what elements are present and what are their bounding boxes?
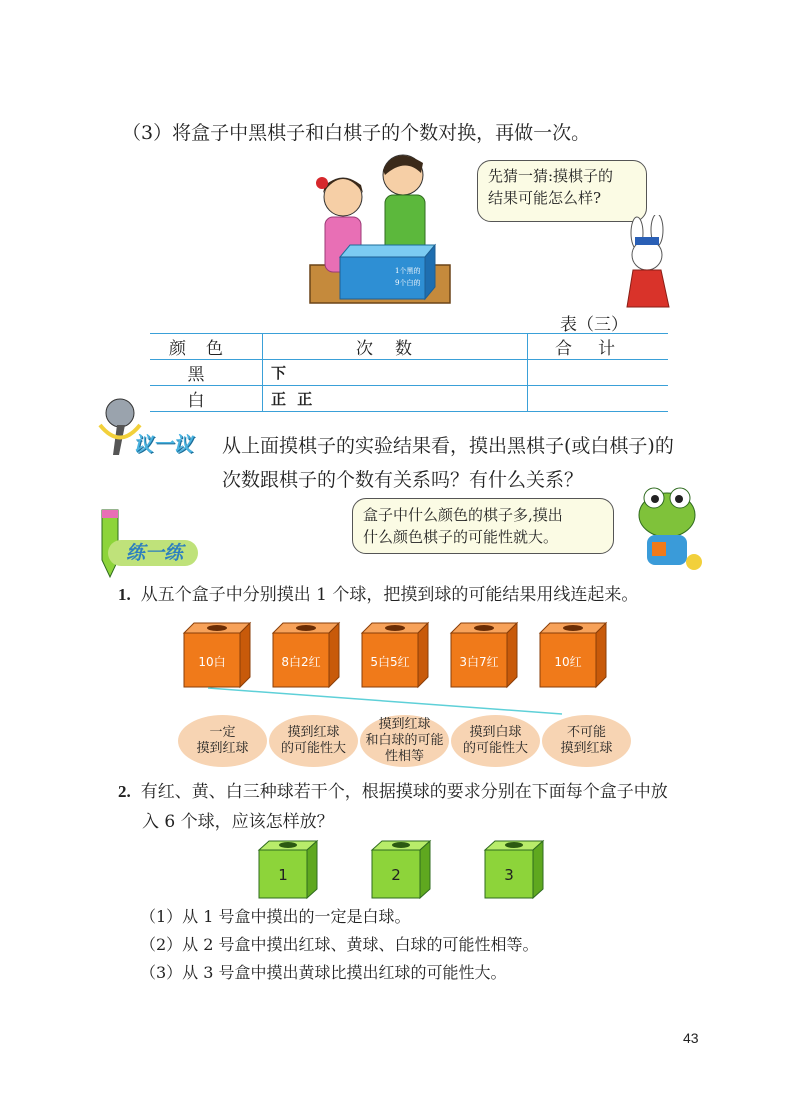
green-box-label: 1 [278,866,288,884]
outcome-oval-line: 性相等 [384,749,424,764]
table-header-row [150,334,668,360]
outcome-oval-line: 和白球的可能 [365,733,444,748]
problem-1-text: 从五个盒子中分别摸出 1 个球，把摸到球的可能结果用线连起来。 [140,585,639,605]
header-total: 合计 [528,334,669,360]
sub-question-2: （2）从 2 号盒中摸出红球、黄球、白球的可能性相等。 [140,935,539,954]
bubble1-line-1: 先猜一猜:摸棋子的 [488,167,614,185]
illus-box-label-2: 9个白的 [395,279,421,287]
outcome-oval-line: 的可能性大 [462,741,528,756]
green-box [368,838,434,900]
row-total[interactable] [528,360,669,386]
bubble2-line-1: 盒子中什么颜色的棋子多,摸出 [363,506,563,524]
header-color: 颜色 [150,334,263,360]
orange-box-label: 10红 [554,655,582,669]
problem-2 [118,777,698,837]
green-box-row [255,838,625,900]
row-tally: 正 正 [271,390,316,408]
outcome-oval [542,715,631,767]
outcome-oval [269,715,358,767]
outcome-oval-line: 摸到红球 [196,741,249,756]
table-caption: 表（三） [560,315,628,335]
header-count: 次数 [263,334,528,360]
orange-box-label: 5白5红 [370,655,410,669]
problem-2-line-1: 有红、黄、白三种球若干个，根据摸球的要求分别在下面每个盒子中放 [140,782,668,802]
row-color: 白 [150,386,263,412]
orange-box-label: 8白2红 [281,655,321,669]
outcome-oval-line: 摸到红球 [287,725,340,740]
outcome-oval [451,715,540,767]
problem-2-line-2: 入 6 个球，应该怎样放？ [142,812,334,832]
problem-2-number: 2. [118,782,131,801]
row-total[interactable] [528,386,669,412]
speech-bubble-guess [477,160,647,222]
speech-bubble-hint [352,498,614,554]
outcome-oval-line: 不可能 [566,725,606,740]
outcome-oval-line: 一定 [209,725,236,740]
discuss-text: 从上面摸棋子的实验结果看，摸出黑棋子(或白棋子)的次数跟棋子的个数有关系吗？有什么关系？ [222,435,674,491]
illus-box-label-1: 1个黑的 [395,267,421,275]
row-color: 黑 [150,360,263,386]
green-box [255,838,321,900]
question-3-text: （3）将盒子中黑棋子和白棋子的个数对换，再做一次。 [122,122,591,144]
outcome-oval-line: 摸到红球 [378,717,431,732]
page-number: 43 [683,1030,699,1046]
outcome-oval [178,715,267,767]
problem-1-number: 1. [118,585,131,604]
table-row [150,386,668,412]
row-tally: 下 [271,364,290,382]
green-box-label: 2 [391,866,401,884]
outcome-oval-line: 摸到红球 [560,741,613,756]
outcome-oval [360,715,449,767]
bunny-icon [615,215,685,310]
discuss-title: 议一议 [133,432,193,456]
outcome-oval-line: 的可能性大 [280,741,346,756]
green-box [481,838,547,900]
connecting-line [200,680,580,720]
green-box-label: 3 [504,866,514,884]
sub-question-1: （1）从 1 号盒中摸出的一定是白球。 [140,907,411,926]
orange-box-label: 3白7红 [459,655,499,669]
table-row [150,360,668,386]
sub-question-3: （3）从 3 号盒中摸出黄球比摸出红球的可能性大。 [140,963,507,982]
orange-box-label: 10白 [198,655,226,669]
outcome-ovals [178,715,630,767]
bubble2-line-2: 什么颜色棋子的可能性就大。 [363,528,559,546]
practice-title: 练一练 [108,540,198,566]
outcome-oval-line: 摸到白球 [469,725,522,740]
frog-icon [622,480,712,575]
bubble1-line-2: 结果可能怎么样? [488,189,602,207]
tally-table [150,333,668,412]
problem-1 [118,580,638,605]
children-illustration [285,145,455,305]
